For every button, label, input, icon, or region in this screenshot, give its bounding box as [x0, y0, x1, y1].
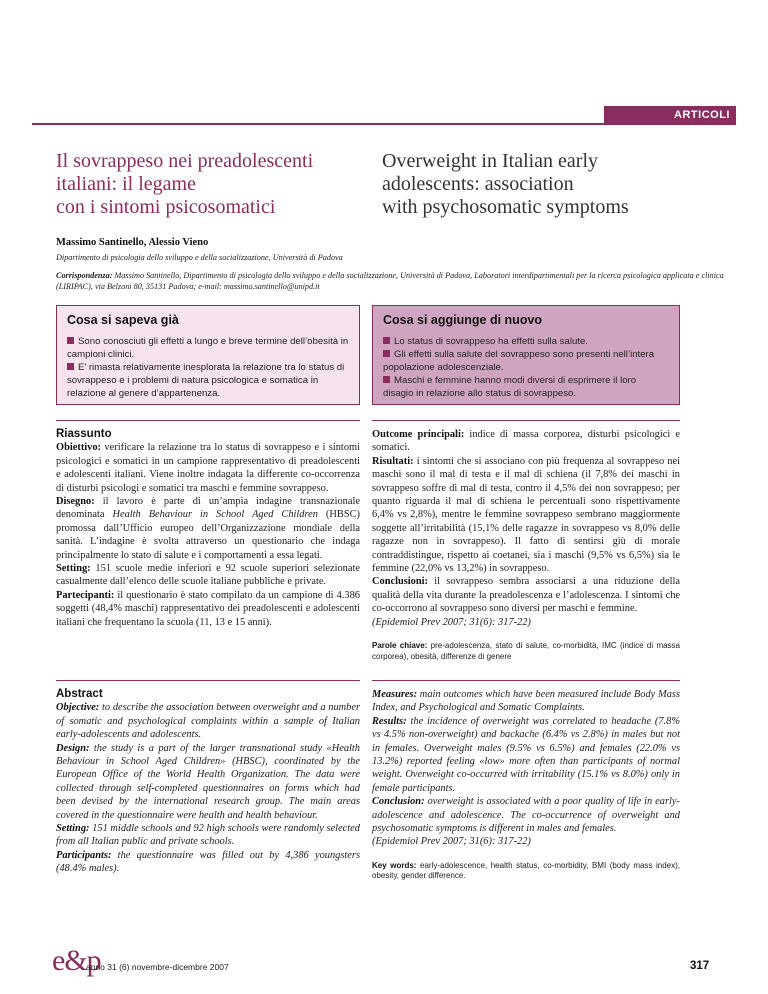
- label-objective: Objective:: [56, 702, 100, 714]
- text-setting: 151 scuole medie inferiori e 92 scuole superiori selezionate casualmente dall’elenco delle scuole italiane pubbliche e private.: [56, 563, 360, 588]
- title-italian: [56, 150, 356, 219]
- issue-info: anno 31 (6) novembre-dicembre 2007: [86, 962, 229, 972]
- label-measures: Measures:: [372, 689, 418, 700]
- box-new-item-text: Lo status di sovrappeso ha effetti sulla salute.: [394, 336, 588, 347]
- bullet-square-icon: [383, 376, 390, 383]
- page-number: 317: [690, 960, 710, 972]
- riassunto-right-column: [372, 428, 680, 662]
- box-known-item-text: E’ rimasta relativamente inesplorata la relazione tra lo status di sovrappeso e i problemi di natura psicologica e somatica in relazione al genere d’appartenenza.: [67, 362, 345, 399]
- text-setting-en: 151 middle schools and 92 high schools were randomly selected from all Italian public and private schools.: [56, 823, 360, 848]
- abstract-left-column: [56, 688, 360, 876]
- title-italian-line: con i sintomi psicosomatici: [56, 196, 276, 218]
- bullet-square-icon: [67, 337, 74, 344]
- affiliation: Dipartimento di psicologia dello sviluppo e della socializzazione, Università di Padova: [56, 253, 343, 262]
- riassunto-paragraphs: [56, 441, 360, 629]
- section-divider: [32, 123, 736, 125]
- text-risultati: i sintomi che si associano con più frequenza al sovrappeso nei maschi sono il mal di testa e il mal di schiena (il 7,8% dei maschi in sovrappeso soffre di mal di testa, contro il 4,5% dei non sovrappeso; per quanto riguarda il mal di schiena le percentuali sono rispettivamente 6,4% vs 2,8%), mentre le femmine sovrappeso sembrano maggiormente soggette all’irritabilità (15,1% delle ragazze in sovrappeso vs 8,0% delle ragazze non in sovrappeso). Il fatto di sentirsi giù di morale contraddistingue, rispetto ai coetanei, sia i maschi (9,5% vs 6,5%) sia le femmine (22,0% vs 13,2%) in sovrappeso.: [372, 455, 680, 575]
- correspondence: [56, 270, 736, 292]
- label-results: Results:: [372, 715, 407, 727]
- box-new-item-text: Gli effetti sulla salute del sovrappeso sono presenti nell’intera popolazione adolescenziale.: [383, 349, 655, 373]
- box-known-title: Cosa si sapeva già: [67, 313, 179, 327]
- box-what-was-known: [56, 305, 360, 405]
- title-italian-line: Il sovrappeso nei preadolescenti: [56, 150, 314, 172]
- riassunto-left-column: [56, 428, 360, 629]
- keywords-it-label: Parole chiave:: [372, 641, 428, 651]
- text-outcome: indice di massa corporea, disturbi psicologici e somatici.: [372, 429, 680, 454]
- abstract-heading: Abstract: [56, 688, 103, 700]
- text-obiettivo: verificare la relazione tra lo status di sovrappeso e i sintomi psicologici e somatici in un campione rappresentativo di preadolescenti e adolescenti italiani. Viene inoltre indagata la differente co-occorrenza di disturbi psicologi e somatici tra maschi e femmine sovrappeso.: [56, 442, 360, 494]
- title-english: [382, 150, 702, 219]
- label-participants: Participants:: [56, 849, 112, 861]
- journal-logo: e&p: [52, 944, 101, 977]
- citation-it: (Epidemiol Prev 2007; 31(6): 317-22): [372, 616, 531, 628]
- label-outcome: Outcome principali:: [372, 429, 465, 440]
- box-new-item: [383, 348, 669, 374]
- label-risultati: Risultati:: [372, 455, 414, 467]
- label-setting-en: Setting:: [56, 823, 90, 835]
- box-known-item: [67, 335, 349, 361]
- keywords-en-text: early-adolescence, health status, co-morbidity, BMI (body mass index), obesity, gender difference.: [372, 860, 680, 881]
- box-what-is-new: [372, 305, 680, 405]
- text-partecipanti: il questionario è stato compilato da un campione di 4.386 soggetti (48,4% maschi) rappresentativo dei preadolescenti e adolescenti italiani che frequentano la scuola (11, 13 e 15 anni).: [56, 589, 360, 628]
- label-obiettivo: Obiettivo:: [56, 442, 102, 454]
- box-new-item: [383, 335, 669, 348]
- title-english-line: Overweight in Italian early: [382, 150, 599, 172]
- box-new-title: Cosa si aggiunge di nuovo: [383, 313, 543, 327]
- box-new-item: [383, 374, 669, 400]
- text-measures: main outcomes which have been measured include Body Mass Index, and Psychological and Somatic Complaints.: [372, 689, 680, 714]
- box-known-item: [67, 361, 349, 400]
- keywords-it-text: pre-adolescenza, stato di salute, co-morbidità, IMC (indice di massa corporea), obesità, differenze di genere: [372, 641, 681, 661]
- title-english-line: with psychosomatic symptoms: [382, 196, 629, 218]
- riassunto-paragraphs-right: [372, 428, 680, 629]
- keywords-en-label: Key words:: [372, 860, 417, 870]
- label-design: Design:: [56, 742, 90, 754]
- riassunto-heading: Riassunto: [56, 428, 112, 440]
- text-conclusioni: il sovrappeso sembra associarsi a una riduzione della qualità della vita durante la preadolescenza e l’adolescenza. I sintomi che co-occorrono al sovrappeso sono diversi per maschi e femmine.: [372, 576, 680, 615]
- bullet-square-icon: [67, 363, 74, 370]
- abstract-rule-right: [372, 680, 680, 681]
- abstract-right-column: [372, 688, 680, 882]
- text-participants: the questionnaire was filled out by 4,386 youngsters (48.4% males).: [56, 849, 360, 875]
- title-english-line: adolescents: association: [382, 173, 574, 195]
- text-disegno-italic: Health Behaviour in School Aged Children: [112, 509, 318, 521]
- correspondence-text: Massimo Santinello, Dipartimento di psicologia dello sviluppo e della socializzazione, Università di Padova, Laboratori interdipartimentali per la ricerca psicologica applicata e clinica (LIRIPAC), via Belzoni 80, 35131 Padova; e-mail: massimo.santinello@unipd.it: [56, 271, 724, 291]
- riassunto-rule-right: [372, 420, 680, 421]
- text-conclusion: overweight is associated with a poor quality of life in early-adolescence and adolescence. The co-occurrence of overweight and psychosomatic symptoms is different in males and females.: [372, 796, 680, 835]
- title-italian-line: italiani: il legame: [56, 173, 196, 195]
- abstract-paragraphs-right: [372, 688, 680, 849]
- text-disegno: il lavoro è parte di un’ampia indagine transnazionale denominata: [56, 496, 360, 521]
- authors: Massimo Santinello, Alessio Vieno: [56, 237, 209, 248]
- label-partecipanti: Partecipanti:: [56, 589, 115, 601]
- label-conclusion: Conclusion:: [372, 796, 425, 808]
- correspondence-label: Corrispondenza:: [56, 271, 113, 280]
- label-disegno: Disegno:: [56, 496, 95, 508]
- abstract-rule: [56, 680, 360, 681]
- riassunto-rule: [56, 420, 360, 421]
- keywords-en: [372, 861, 680, 882]
- bullet-square-icon: [383, 350, 390, 357]
- text-objective: to describe the association between overweight and a number of somatic and psychological complaints within a sample of Italian early-adolescents and adolescents.: [56, 702, 360, 741]
- text-results: the incidence of overweight was correlated to headache (7.8% vs 4.5% non-overweight) and backache (6.4% vs 2.8%) in males but not in females. Overweight males (9.5% vs 6.5%) and females (22.0% vs 13.2%) reported feeling «low» more often than participants of normal weight. Overweight co-occurred with irritability (15.1% vs 8.0%) only in female participants.: [372, 715, 680, 794]
- text-design: the study is a part of the larger transnational study «Health Behaviour in School Aged Children» (HBSC), coordinated by the European Office of the World Health Organization. The data were collected through self-completed questionnaires on forms which had been devised by the international research group. The main areas covered in the questionnaire were health and health behaviour.: [56, 742, 360, 821]
- section-label: ARTICOLI: [604, 106, 736, 124]
- label-setting: Setting:: [56, 563, 91, 575]
- keywords-it: [372, 641, 680, 662]
- text-disegno-cont: (HBSC) promossa dall’Ufficio europeo dell’Organizzazione mondiale della sanità. L’indagine è svolta attraverso un questionario che indaga principalmente lo stato di salute e i comportamenti a essa legati.: [56, 509, 360, 561]
- citation-en: (Epidemiol Prev 2007; 31(6): 317-22): [372, 836, 531, 848]
- box-known-item-text: Sono conosciuti gli effetti a lungo e breve termine dell’obesità in campioni clinici.: [67, 336, 349, 360]
- bullet-square-icon: [383, 337, 390, 344]
- box-new-item-text: Maschi e femmine hanno modi diversi di esprimere il loro disagio in relazione allo status di sovrappeso.: [383, 375, 637, 399]
- abstract-paragraphs: [56, 701, 360, 875]
- label-conclusioni: Conclusioni:: [372, 576, 429, 588]
